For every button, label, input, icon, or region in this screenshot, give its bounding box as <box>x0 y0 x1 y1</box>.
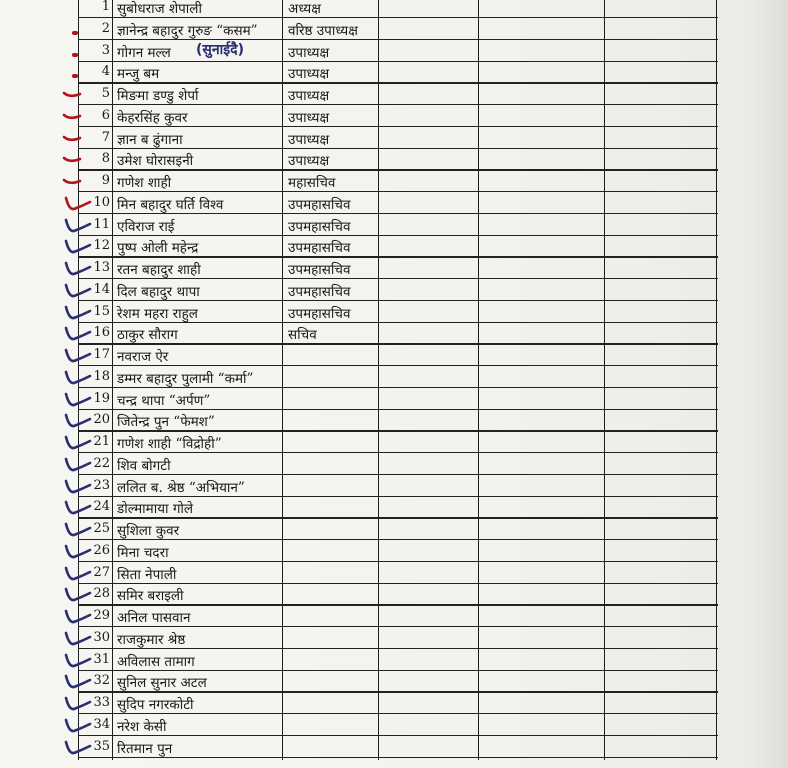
table-row <box>0 280 788 302</box>
table-row <box>0 410 788 432</box>
serial-number: 29 <box>93 608 110 623</box>
member-name: एविराज राई <box>117 218 175 235</box>
serial-number: 34 <box>93 716 110 732</box>
page-shadow <box>748 0 788 768</box>
serial-number: 31 <box>93 651 110 667</box>
member-name: दिल बहादुर थापा <box>117 283 200 300</box>
serial-number: 27 <box>93 564 110 580</box>
table-row <box>0 628 788 650</box>
table-row <box>0 584 788 606</box>
serial-number: 11 <box>93 216 110 232</box>
table-row <box>0 541 788 563</box>
serial-number: 5 <box>101 86 110 101</box>
serial-number: 7 <box>101 129 110 145</box>
table-row <box>0 737 788 759</box>
serial-number: 17 <box>93 347 110 362</box>
serial-number: 26 <box>93 542 110 558</box>
serial-number: 2 <box>101 20 110 36</box>
serial-number: 23 <box>93 477 110 493</box>
member-post: उपमहासचिव <box>288 305 351 322</box>
member-name: रेशम महरा राहुल <box>117 305 198 322</box>
table-row <box>0 606 788 628</box>
handwritten-note: (सुनाईदै) <box>196 42 244 58</box>
member-post: सचिव <box>288 327 317 344</box>
table-row <box>0 367 788 389</box>
serial-number: 10 <box>93 194 110 210</box>
member-name: डोल्मामाया गोले <box>117 501 194 518</box>
member-post: उपमहासचिव <box>288 218 351 235</box>
table-row <box>0 236 788 258</box>
table-row <box>0 650 788 672</box>
serial-number: 6 <box>101 107 110 123</box>
serial-number: 13 <box>93 260 110 275</box>
member-name: सुनिल सुनार अटल <box>117 675 207 692</box>
table-row <box>0 432 788 454</box>
table-row <box>0 0 788 19</box>
table-row <box>0 389 788 411</box>
member-name: ज्ञान ब ढुंगाना <box>117 131 183 148</box>
member-post: वरिष्ठ उपाध्यक्ष <box>288 22 358 39</box>
member-post: उपमहासचिव <box>288 240 351 257</box>
table-row <box>0 454 788 476</box>
table-row <box>0 258 788 280</box>
table-row <box>0 345 788 367</box>
member-post: महासचिव <box>288 175 336 191</box>
member-post: उपाध्यक्ष <box>288 131 330 148</box>
serial-number: 9 <box>101 173 110 188</box>
serial-number: 21 <box>93 434 110 449</box>
member-name: सुबोधराज शेपाली <box>117 1 202 17</box>
table-row <box>0 128 788 150</box>
member-name: गणेश शाही <box>117 175 172 191</box>
member-post: उपाध्यक्ष <box>288 88 330 104</box>
table-row <box>0 302 788 324</box>
member-name: शिव बोगटी <box>117 457 171 474</box>
member-name: केहरसिंह कुवर <box>117 109 188 126</box>
serial-number: 3 <box>101 42 110 58</box>
serial-number: 35 <box>93 738 110 754</box>
member-post: उपाध्यक्ष <box>288 44 330 61</box>
serial-number: 15 <box>93 303 110 319</box>
member-name: मिङमा डण्डु शेर्पा <box>117 88 199 104</box>
member-name: अनिल पासवान <box>117 610 191 626</box>
serial-number: 19 <box>93 390 110 406</box>
member-name: सिता नेपाली <box>117 566 177 583</box>
serial-number: 1 <box>101 0 110 14</box>
table-row <box>0 41 788 63</box>
member-name: डम्मर बहादुर पुलामी “कर्मा” <box>117 370 254 387</box>
table-row <box>0 671 788 693</box>
member-name: मन्जु बम <box>117 66 160 83</box>
serial-number: 25 <box>93 521 110 536</box>
member-post: उपमहासचिव <box>288 283 351 300</box>
member-post: उपाध्यक्ष <box>288 109 330 126</box>
member-name: गोगन मल्ल <box>117 44 171 61</box>
serial-number: 4 <box>101 64 110 80</box>
member-name: ज्ञानेन्द्र बहादुर गुरुङ “कसम” <box>117 22 258 39</box>
member-post: उपमहासचिव <box>288 262 351 278</box>
table-row <box>0 476 788 498</box>
serial-number: 14 <box>93 281 110 297</box>
member-name: जितेन्द्र पुन “फेमश” <box>117 414 215 431</box>
table-row <box>0 19 788 41</box>
member-post: उपाध्यक्ष <box>288 66 330 83</box>
serial-number: 32 <box>93 673 110 689</box>
table-row <box>0 215 788 237</box>
table-row <box>0 497 788 519</box>
member-name: नरेश केसी <box>117 718 167 735</box>
serial-number: 20 <box>93 412 110 428</box>
table-row <box>0 693 788 715</box>
member-name: मिन बहादुर घर्ति विश्व <box>117 196 224 213</box>
member-name: राजकुमार श्रेष्ठ <box>117 631 186 648</box>
table-row <box>0 323 788 345</box>
serial-number: 28 <box>93 586 110 602</box>
table-row <box>0 519 788 541</box>
member-name: सुशिला कुवर <box>117 523 180 539</box>
serial-number: 12 <box>93 238 110 254</box>
serial-number: 30 <box>93 629 110 645</box>
serial-number: 8 <box>101 151 110 167</box>
table-row <box>0 563 788 585</box>
table-row <box>0 193 788 215</box>
member-name: मिना चदरा <box>117 544 169 561</box>
member-name: उमेश घोरासइनी <box>117 153 194 170</box>
member-name: रतन बहादुर शाही <box>117 262 201 278</box>
table-row <box>0 84 788 106</box>
member-name: ठाकुर सौराग <box>117 327 178 344</box>
table-row <box>0 62 788 84</box>
member-name: समिर बराइली <box>117 588 184 605</box>
serial-number: 24 <box>93 499 110 515</box>
table-row <box>0 715 788 737</box>
member-name: नवराज ऐर <box>117 349 169 365</box>
serial-number: 16 <box>93 325 110 341</box>
member-post: उपमहासचिव <box>288 196 351 213</box>
table-row <box>0 149 788 171</box>
member-post: उपाध्यक्ष <box>288 153 330 170</box>
member-name: सुदिप नगरकोटी <box>117 697 194 713</box>
member-name: ललित ब. श्रेष्ठ “अभियान” <box>117 479 245 496</box>
member-name: गणेश शाही “विद्रोही” <box>117 436 222 452</box>
member-name: चन्द्र थापा “अर्पण” <box>117 392 211 409</box>
member-name: अविलास तामाग <box>117 653 195 670</box>
serial-number: 22 <box>93 455 110 471</box>
member-post: अध्यक्ष <box>288 1 321 17</box>
member-name: रितमान पुन <box>117 740 173 757</box>
serial-number: 33 <box>93 695 110 710</box>
table-row <box>0 171 788 193</box>
serial-number: 18 <box>93 368 110 384</box>
table-row <box>0 106 788 128</box>
member-name: पुष्प ओली महेन्द्र <box>117 240 199 257</box>
